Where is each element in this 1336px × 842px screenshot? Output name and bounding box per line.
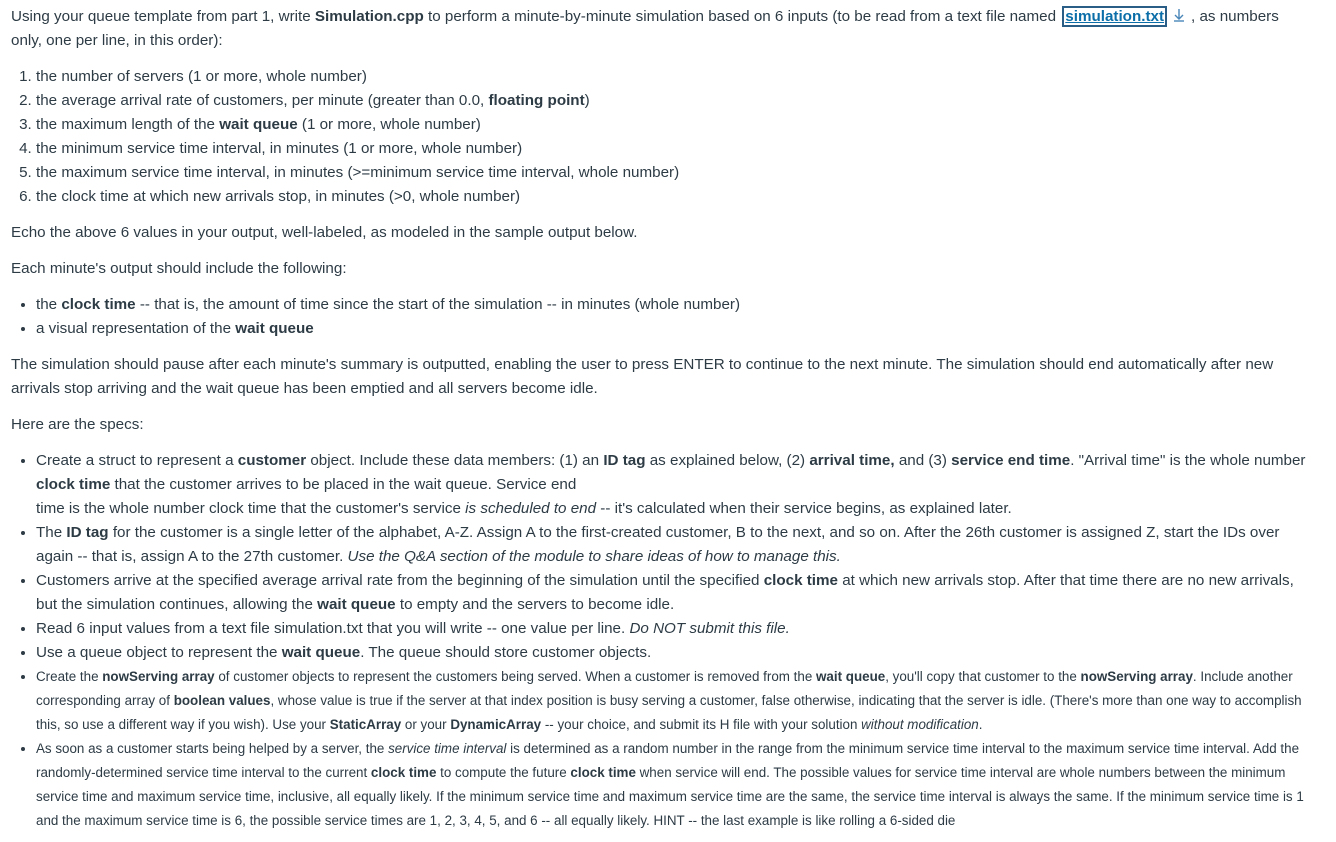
download-icon[interactable] xyxy=(1171,7,1187,23)
spec-arrivals: • Customers arrive at the specified average arrival rate from the beginning of the simulation until the specified clock time at which new arrivals stop. After that time there are no new arrivals, but the simulation continues, allowing the wait queue to empty and the servers to become idle. xyxy=(36,569,1306,617)
specs-list-small xyxy=(11,665,1306,833)
list-item: 4. the minimum service time interval, in minutes (1 or more, whole number) xyxy=(36,137,1306,161)
inputs-list xyxy=(11,65,1306,209)
spec-queue-object: • Use a queue object to represent the wait queue. The queue should store customer objects. xyxy=(36,641,1306,665)
intro-paragraph xyxy=(11,5,1306,53)
list-item: • the clock time -- that is, the amount of time since the start of the simulation -- in minutes (whole number) xyxy=(36,293,1306,317)
echo-paragraph: Echo the above 6 values in your output, well-labeled, as modeled in the sample output below. xyxy=(11,224,638,241)
spec-id-tag: • The ID tag for the customer is a single letter of the alphabet, A-Z. Assign A to the first-created customer, B to the next, and so on. After the 26th customer is assigned Z, start the IDs over again -- that is, assign A to the 27th customer. Use the Q&A section of the module to share ideas of how to manage this. xyxy=(36,521,1306,569)
pause-paragraph: The simulation should pause after each minute's summary is outputted, enabling the user to press ENTER to continue to the next minute. The simulation should end automatically after new arrivals stop arriving and the wait queue has been emptied and all servers become idle. xyxy=(11,356,1274,397)
list-item: 3. the maximum length of the wait queue (1 or more, whole number) xyxy=(36,113,1306,137)
list-item: 5. the maximum service time interval, in minutes (>=minimum service time interval, whole number) xyxy=(36,161,1306,185)
list-item: • a visual representation of the wait queue xyxy=(36,317,1306,341)
list-item: 1. the number of servers (1 or more, whole number) xyxy=(36,65,1306,89)
spec-customer-struct: • Create a struct to represent a customer object. Include these data members: (1) an ID tag as explained below, (2) arrival time, and (3) service end time. "Arrival time" is the whole number clock time that the customer arrives to be placed in the wait queue. Service end time is the whole number clock time that the customer's service is scheduled to end -- it's calculated when their service begins, as explained later. xyxy=(36,449,1306,521)
spec-service-time: • As soon as a customer starts being helped by a server, the service time interval is determined as a random number in the range from the minimum service time interval to the maximum service time interval. Add the randomly-determined service time interval to the current clock time to compute the future clock time when service will end. The possible values for service time interval are whole numbers between the minimum service time and maximum service time, inclusive, all equally likely. If the minimum service time and maximum service time are the same, the service time interval is always the same. If the minimum service time is 1 and the maximum service time is 6, the possible service times are 1, 2, 3, 4, 5, and 6 -- all equally likely. HINT -- the last example is like rolling a 6-sided die xyxy=(36,737,1306,833)
list-item: 6. the clock time at which new arrivals stop, in minutes (>0, whole number) xyxy=(36,185,1306,209)
intro-text: to perform a minute-by-minute simulation based on 6 inputs (to be read from a text file named xyxy=(423,8,1061,25)
intro-text: , as numbers only, one per line, in this order): xyxy=(11,8,1279,49)
simulation-txt-link[interactable]: simulation.txt xyxy=(1062,6,1167,27)
specs-list xyxy=(11,449,1306,665)
intro-filename: Simulation.cpp xyxy=(314,8,424,25)
list-item: 2. the average arrival rate of customers, per minute (greater than 0.0, floating point) xyxy=(36,89,1306,113)
spec-now-serving: • Create the nowServing array of customer objects to represent the customers being served. When a customer is removed from the wait queue, you'll copy that customer to the nowServing array. Include another corresponding array of boolean values, whose value is true if the server at that index position is busy serving a customer, false otherwise, indicating that the server is idle. (There's more than one way to accomplish this, so use a different way if you wish). Use your StaticArray or your DynamicArray -- your choice, and submit its H file with your solution without modification. xyxy=(36,665,1306,737)
each-minute-paragraph: Each minute's output should include the following: xyxy=(11,260,347,277)
spec-read-input: • Read 6 input values from a text file simulation.txt that you will write -- one value per line. Do NOT submit this file. xyxy=(36,617,1306,641)
intro-text: Using your queue template from part 1, write xyxy=(11,8,315,25)
specs-intro: Here are the specs: xyxy=(11,416,144,433)
minute-output-list xyxy=(11,293,1306,341)
